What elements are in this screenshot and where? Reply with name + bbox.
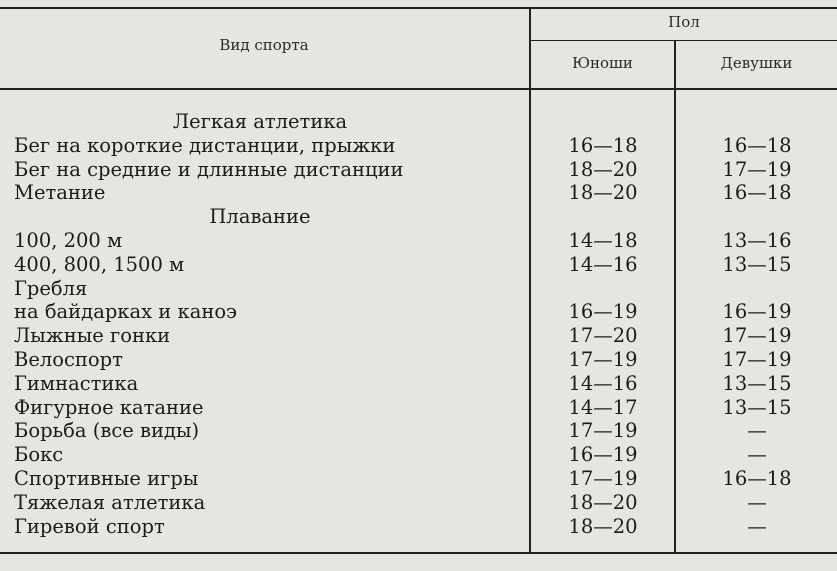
table-row (0, 253, 837, 276)
sport-name: Лыжные гонки (14, 324, 171, 348)
girls-age-range: — (747, 419, 767, 443)
sport-name: Гиревой спорт (14, 514, 165, 538)
table-top-rule (0, 7, 837, 9)
girls-age-range: 16—18 (722, 181, 792, 205)
boys-age-range: 14—17 (568, 395, 638, 419)
boys-age-range: 14—16 (568, 371, 638, 395)
section-heading-row (0, 205, 837, 228)
table-row (0, 300, 837, 323)
table-row (0, 372, 837, 395)
girls-age-range: 13—16 (722, 229, 792, 252)
sport-name: Тяжелая атлетика (14, 490, 206, 514)
sport-name: Борьба (все виды) (14, 419, 200, 443)
header-boys: Юноши (572, 54, 633, 72)
sport-name: Бег на средние и длинные дистанции (14, 157, 404, 181)
sport-name: Метание (14, 181, 106, 205)
girls-age-range: 17—19 (722, 348, 792, 371)
table-row (0, 134, 837, 157)
boys-age-range: 17—19 (568, 419, 638, 443)
section-heading: Легкая атлетика (172, 110, 348, 133)
table-row (0, 396, 837, 419)
girls-age-range: 16—18 (722, 133, 792, 157)
table-row (0, 324, 837, 347)
girls-age-range: 13—15 (722, 252, 792, 276)
table-row (0, 515, 837, 538)
sport-name: Гребля (14, 276, 88, 300)
boys-age-range: 14—18 (568, 229, 638, 252)
table-row (0, 443, 837, 466)
table-row (0, 181, 837, 204)
header-sex: Пол (668, 13, 700, 31)
girls-age-range: 17—19 (722, 157, 792, 181)
section-heading-row (0, 110, 837, 133)
table-row (0, 229, 837, 252)
boys-age-range: 18—20 (568, 490, 638, 514)
girls-age-range: — (747, 443, 767, 467)
boys-age-range: 18—20 (568, 514, 638, 538)
table-row (0, 419, 837, 442)
sport-name: Спортивные игры (14, 467, 199, 490)
table-row (0, 491, 837, 514)
header-bottom-rule (0, 88, 837, 90)
table-row (0, 467, 837, 490)
sport-name: 400, 800, 1500 м (14, 252, 185, 276)
sport-name: Бокс (14, 443, 64, 467)
boys-age-range: 16—19 (568, 443, 638, 467)
header-girls: Девушки (720, 54, 793, 72)
table-row (0, 348, 837, 371)
table-bottom-rule (0, 552, 837, 554)
table-row (0, 277, 837, 300)
boys-age-range: 17—19 (568, 467, 638, 490)
table-row (0, 158, 837, 181)
girls-age-range: — (747, 490, 767, 514)
boys-age-range: 17—20 (568, 324, 638, 348)
girls-age-range: 17—19 (722, 324, 792, 348)
sport-name: Бег на короткие дистанции, прыжки (14, 133, 396, 157)
sport-name: Фигурное катание (14, 395, 204, 419)
boys-age-range: 17—19 (568, 348, 638, 371)
boys-age-range: 16—18 (568, 133, 638, 157)
section-heading: Плавание (209, 205, 311, 229)
boys-age-range: 16—19 (568, 300, 638, 324)
header-sport: Вид спорта (219, 36, 309, 54)
girls-age-range: — (747, 514, 767, 538)
sport-name: Гимнастика (14, 371, 139, 395)
girls-age-range: 13—15 (722, 371, 792, 395)
sport-name: на байдарках и каноэ (14, 300, 237, 324)
boys-age-range: 14—16 (568, 252, 638, 276)
sport-name: 100, 200 м (14, 229, 123, 252)
header-split-rule (530, 40, 837, 41)
girls-age-range: 13—15 (722, 395, 792, 419)
boys-age-range: 18—20 (568, 157, 638, 181)
girls-age-range: 16—19 (722, 300, 792, 324)
girls-age-range: 16—18 (722, 467, 792, 490)
sport-name: Велоспорт (14, 348, 123, 371)
boys-age-range: 18—20 (568, 181, 638, 205)
